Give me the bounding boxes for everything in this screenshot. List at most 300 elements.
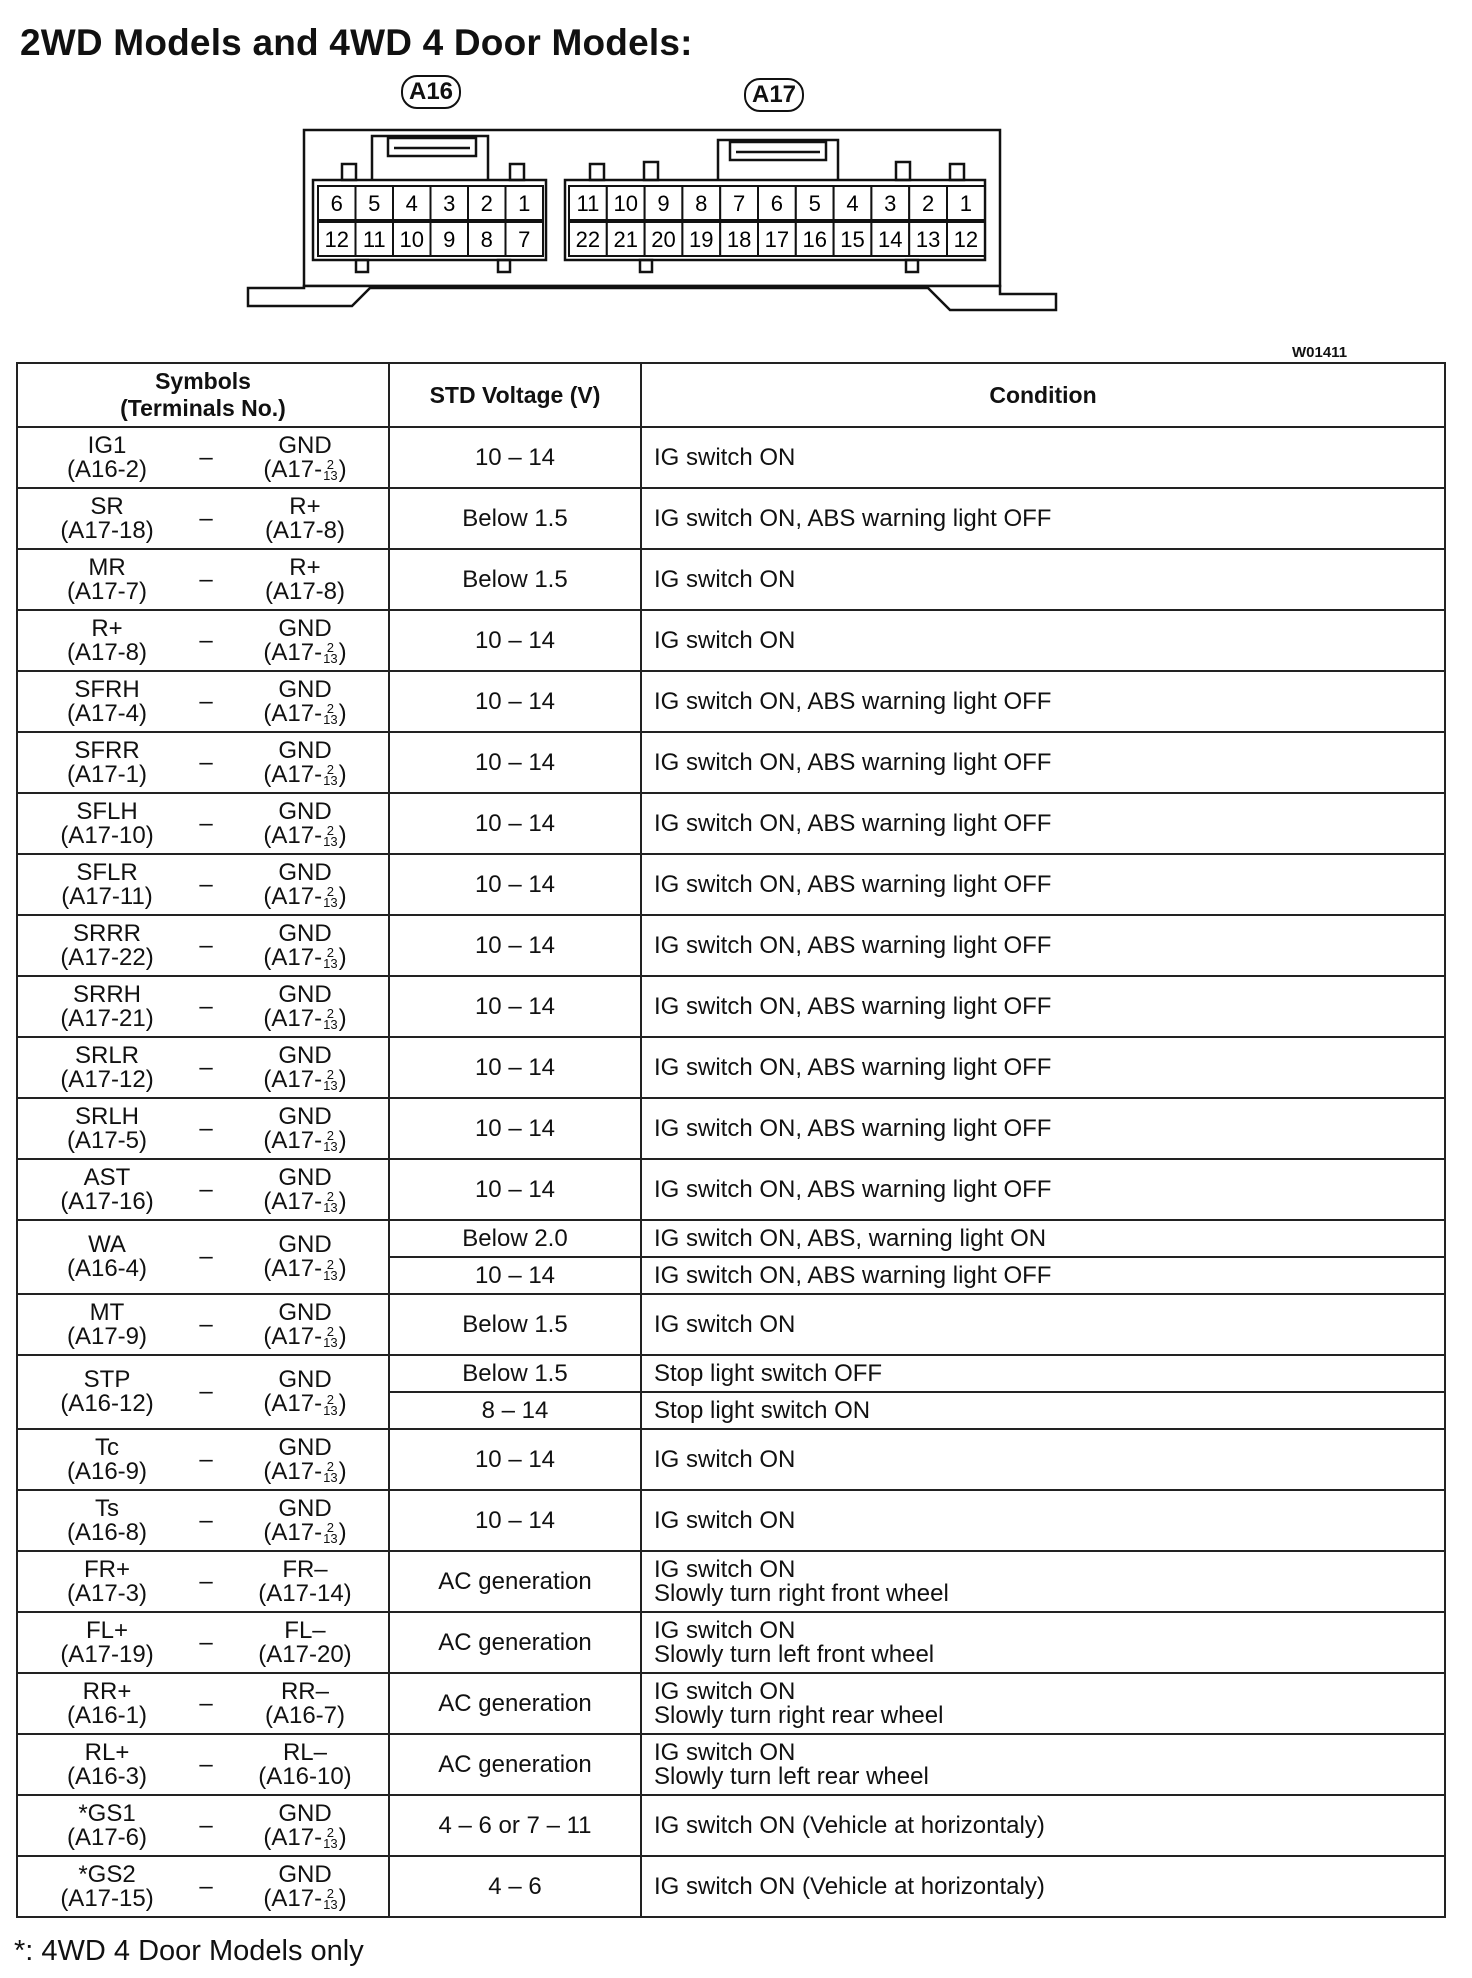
negative-side <box>250 736 360 789</box>
positive-terminal: (A17-6) <box>66 1823 148 1851</box>
positive-terminal: (A17-18) <box>60 516 154 544</box>
condition-cell <box>641 1098 1445 1159</box>
condition-cell <box>641 1673 1445 1734</box>
svg-text:4: 4 <box>846 191 859 216</box>
std-voltage-cell: 10 – 14 <box>389 427 641 488</box>
negative-terminal <box>250 760 360 789</box>
negative-side <box>250 980 360 1033</box>
negative-terminal: (A16-10) <box>258 1762 352 1790</box>
svg-text:5: 5 <box>368 191 381 216</box>
positive-symbol: WA <box>88 1231 126 1258</box>
std-voltage-cell: AC generation <box>389 1734 641 1795</box>
svg-text:5: 5 <box>808 191 821 216</box>
svg-text:3: 3 <box>443 191 456 216</box>
negative-terminal-close: ) <box>338 638 347 666</box>
positive-symbol: SRLH <box>74 1102 140 1130</box>
dash-separator: – <box>199 870 213 898</box>
negative-terminal-prefix: (A17- <box>263 1390 323 1417</box>
negative-side <box>250 431 360 484</box>
condition-line: IG switch ON <box>654 565 796 593</box>
negative-symbol: GND <box>278 797 332 825</box>
a16-pin-12 <box>318 222 356 256</box>
negative-terminal <box>250 1257 360 1281</box>
a17-pin-5 <box>796 186 834 220</box>
negative-terminal <box>250 1392 360 1416</box>
table-row <box>17 671 1445 732</box>
table-row <box>17 1159 1445 1220</box>
negative-terminal-prefix: (A17- <box>263 1255 323 1282</box>
svg-text:2: 2 <box>480 191 493 216</box>
condition-line: IG switch ON (Vehicle at horizontaly) <box>654 1811 1045 1839</box>
negative-terminal <box>250 1823 360 1852</box>
positive-side <box>52 736 162 788</box>
condition-cell <box>641 1856 1445 1917</box>
negative-terminal-prefix: (A17- <box>263 760 323 788</box>
figure-reference: W01411 <box>1292 344 1348 361</box>
negative-terminal-prefix: (A17- <box>263 821 323 849</box>
negative-side <box>250 1368 360 1416</box>
positive-terminal: (A16-8) <box>66 1518 148 1546</box>
negative-terminal-close: ) <box>338 882 347 910</box>
table-row <box>17 1490 1445 1551</box>
header-condition: Condition <box>641 363 1445 427</box>
positive-side <box>52 1233 162 1281</box>
std-voltage-cell: 4 – 6 <box>389 1856 641 1917</box>
positive-symbol: Ts <box>95 1494 119 1522</box>
terminal-fraction-bottom: 13 <box>323 1139 338 1155</box>
terminal-fraction-top: 2 <box>326 823 334 839</box>
condition-line: IG switch ON, ABS warning light OFF <box>654 931 1052 959</box>
positive-symbol: SRRR <box>72 919 141 947</box>
terminal-fraction-bottom: 13 <box>323 1470 338 1486</box>
positive-symbol: RR+ <box>82 1677 132 1705</box>
condition-line: Slowly turn left front wheel <box>654 1640 935 1668</box>
positive-side <box>52 1298 162 1350</box>
negative-side <box>250 1298 360 1351</box>
condition-cell <box>641 1734 1445 1795</box>
dash-separator: – <box>199 1689 213 1717</box>
header-symbols-line1: Symbols <box>155 368 251 394</box>
terminal-fraction-bottom: 13 <box>323 1531 338 1547</box>
terminal-fraction-bottom: 13 <box>323 956 338 972</box>
terminal-fraction-top: 2 <box>326 1324 334 1340</box>
terminal-fraction-top: 2 <box>326 945 334 961</box>
terminal-fraction-bottom: 13 <box>323 834 338 850</box>
negative-symbol: GND <box>278 1041 332 1069</box>
negative-terminal <box>250 1457 360 1486</box>
a17-pin-16 <box>796 222 834 256</box>
negative-side <box>250 492 360 544</box>
positive-symbol: RL+ <box>84 1738 130 1766</box>
positive-terminal: (A17-8) <box>66 638 148 666</box>
negative-terminal <box>250 1065 360 1094</box>
negative-side <box>250 1494 360 1547</box>
positive-symbol: SFRH <box>74 675 140 703</box>
std-voltage-cell: 10 – 14 <box>389 1257 641 1294</box>
negative-terminal-prefix: (A17- <box>263 882 323 910</box>
connector-a17-label: A17 <box>744 78 804 112</box>
positive-side <box>52 431 162 483</box>
condition-cell <box>641 854 1445 915</box>
table-row <box>17 1429 1445 1490</box>
std-voltage-cell: 10 – 14 <box>389 915 641 976</box>
std-voltage-cell: Below 1.5 <box>389 488 641 549</box>
positive-side <box>52 492 162 544</box>
negative-terminal-prefix: (A17- <box>263 1884 323 1912</box>
positive-terminal: (A16-9) <box>66 1457 148 1485</box>
positive-side <box>52 614 162 666</box>
a17-pin-17 <box>758 222 796 256</box>
condition-cell <box>641 610 1445 671</box>
negative-terminal-prefix: (A17- <box>263 699 323 727</box>
negative-terminal-close: ) <box>338 1187 347 1215</box>
positive-side <box>52 858 162 910</box>
std-voltage-cell: 10 – 14 <box>389 1037 641 1098</box>
negative-terminal <box>250 821 360 850</box>
std-voltage-cell: 10 – 14 <box>389 1429 641 1490</box>
mounting-flange <box>248 286 1056 310</box>
negative-side <box>250 614 360 667</box>
negative-terminal <box>250 1004 360 1033</box>
terminal-fraction-bottom: 13 <box>323 773 338 789</box>
negative-symbol: GND <box>278 1102 332 1130</box>
a17-pin-12 <box>947 222 985 256</box>
positive-terminal: (A17-7) <box>66 577 148 605</box>
terminal-fraction-bottom: 13 <box>323 1335 338 1351</box>
negative-terminal-close: ) <box>338 699 347 727</box>
negative-symbol: GND <box>278 1163 332 1191</box>
negative-symbol: GND <box>278 858 332 886</box>
positive-symbol: FL+ <box>85 1616 129 1644</box>
terminal-fraction-bottom: 13 <box>323 1267 338 1283</box>
negative-terminal-close: ) <box>338 760 347 788</box>
negative-symbol: GND <box>278 919 332 947</box>
dash-separator: – <box>199 1811 213 1839</box>
negative-terminal: (A17-20) <box>258 1640 352 1668</box>
dash-separator: – <box>199 1750 213 1778</box>
terminal-fraction-top: 2 <box>326 1886 334 1902</box>
condition-line: IG switch ON (Vehicle at horizontaly) <box>654 1872 1045 1900</box>
a16-pin-10 <box>393 222 431 256</box>
dash-separator: – <box>199 1628 213 1656</box>
dash-separator: – <box>199 1114 213 1142</box>
negative-symbol: RR– <box>280 1677 329 1705</box>
terminal-fraction-top: 2 <box>326 1825 334 1841</box>
condition-line: IG switch ON <box>654 626 796 654</box>
symbols-cell <box>17 1551 389 1612</box>
table-row <box>17 1612 1445 1673</box>
symbols-cell <box>17 1294 389 1355</box>
negative-symbol: GND <box>278 1433 332 1461</box>
negative-terminal-close: ) <box>338 1884 347 1912</box>
negative-symbol: GND <box>278 1799 332 1827</box>
table-row <box>17 610 1445 671</box>
voltage-spec-table <box>16 362 1446 1918</box>
condition-cell <box>641 1612 1445 1673</box>
symbols-cell <box>17 1037 389 1098</box>
condition-cell: IG switch ON, ABS warning light OFF <box>641 1257 1445 1294</box>
svg-text:6: 6 <box>330 191 343 216</box>
std-voltage-cell: Below 1.5 <box>389 1294 641 1355</box>
table-row <box>17 427 1445 488</box>
terminal-fraction-bottom: 13 <box>323 712 338 728</box>
terminal-fraction-bottom: 13 <box>323 1402 338 1418</box>
symbols-cell <box>17 671 389 732</box>
terminal-fraction-top: 2 <box>326 1256 334 1272</box>
negative-terminal <box>250 1884 360 1913</box>
condition-cell: Stop light switch OFF <box>641 1355 1445 1392</box>
svg-text:20: 20 <box>651 227 676 252</box>
a17-pin-4 <box>834 186 872 220</box>
positive-symbol: *GS2 <box>78 1860 136 1888</box>
negative-terminal-prefix: (A17- <box>263 1322 323 1350</box>
condition-line: IG switch ON, ABS warning light OFF <box>654 870 1052 898</box>
a16-pin-1 <box>506 186 544 220</box>
symbols-cell <box>17 427 389 488</box>
condition-cell <box>641 549 1445 610</box>
condition-cell: Stop light switch ON <box>641 1392 1445 1429</box>
negative-symbol: GND <box>278 614 332 642</box>
terminal-fraction-bottom: 13 <box>323 468 338 484</box>
symbols-cell <box>17 1355 389 1429</box>
negative-terminal: (A17-14) <box>258 1579 352 1607</box>
positive-terminal: (A17-5) <box>66 1126 148 1154</box>
condition-line: IG switch ON, ABS warning light OFF <box>654 992 1052 1020</box>
negative-side <box>250 553 360 605</box>
negative-symbol: GND <box>278 431 332 459</box>
condition-cell <box>641 1795 1445 1856</box>
a17-pin-1 <box>947 186 985 220</box>
negative-side <box>250 919 360 972</box>
positive-symbol: SRLR <box>74 1041 140 1069</box>
a16-pin-5 <box>356 186 394 220</box>
positive-side <box>52 1616 162 1668</box>
table-row <box>17 1734 1445 1795</box>
positive-side <box>52 1163 162 1215</box>
svg-text:21: 21 <box>613 227 638 252</box>
symbols-cell <box>17 1856 389 1917</box>
condition-cell <box>641 1294 1445 1355</box>
dash-separator: – <box>199 1175 213 1203</box>
positive-side <box>52 1555 162 1607</box>
header-symbols <box>17 363 389 427</box>
positive-side <box>52 1738 162 1790</box>
negative-terminal-close: ) <box>338 455 347 483</box>
negative-side <box>250 675 360 728</box>
negative-symbol: GND <box>278 1231 332 1258</box>
terminal-fraction-top: 2 <box>326 1006 334 1022</box>
std-voltage-cell: AC generation <box>389 1673 641 1734</box>
symbols-cell <box>17 610 389 671</box>
positive-terminal: (A17-4) <box>66 699 148 727</box>
negative-side <box>250 1677 360 1729</box>
symbols-cell <box>17 854 389 915</box>
dash-separator: – <box>199 1506 213 1534</box>
condition-line: IG switch ON, ABS warning light OFF <box>654 809 1052 837</box>
condition-cell <box>641 732 1445 793</box>
condition-line: IG switch ON <box>654 1555 796 1583</box>
condition-line: IG switch ON <box>654 1310 796 1338</box>
svg-text:17: 17 <box>764 227 790 252</box>
symbols-cell <box>17 915 389 976</box>
condition-cell <box>641 1490 1445 1551</box>
negative-side <box>250 1555 360 1607</box>
symbols-cell <box>17 488 389 549</box>
negative-terminal-close: ) <box>338 1126 347 1154</box>
a17-pin-3 <box>871 186 909 220</box>
positive-side <box>52 1102 162 1154</box>
positive-symbol: AST <box>83 1163 131 1191</box>
dash-separator: – <box>199 687 213 715</box>
table-row <box>17 1355 1445 1392</box>
negative-symbol: GND <box>278 675 332 703</box>
terminal-fraction-top: 2 <box>326 1520 334 1536</box>
a17-pin-22 <box>569 222 607 256</box>
positive-terminal: (A16-3) <box>66 1762 148 1790</box>
condition-cell <box>641 915 1445 976</box>
negative-terminal <box>250 699 360 728</box>
positive-symbol: MR <box>88 553 126 581</box>
negative-terminal-close: ) <box>338 1322 347 1350</box>
negative-terminal-close: ) <box>338 943 347 971</box>
negative-side <box>250 1163 360 1216</box>
condition-line: IG switch ON, ABS warning light OFF <box>654 1175 1052 1203</box>
svg-text:9: 9 <box>443 227 456 252</box>
svg-text:13: 13 <box>915 227 941 252</box>
svg-text:8: 8 <box>480 227 493 252</box>
symbols-cell <box>17 1098 389 1159</box>
svg-text:3: 3 <box>884 191 897 216</box>
negative-symbol: GND <box>278 736 332 764</box>
positive-terminal: (A17-22) <box>60 943 154 971</box>
a17-pin-8 <box>682 186 720 220</box>
negative-terminal <box>250 1187 360 1216</box>
positive-side <box>52 980 162 1032</box>
symbols-cell <box>17 1429 389 1490</box>
svg-text:11: 11 <box>576 191 600 216</box>
negative-symbol: GND <box>278 980 332 1008</box>
positive-terminal: (A16-4) <box>66 1255 148 1282</box>
condition-cell <box>641 427 1445 488</box>
condition-cell <box>641 1551 1445 1612</box>
positive-symbol: SFRR <box>74 736 140 764</box>
dash-separator: – <box>199 1567 213 1595</box>
std-voltage-cell: 10 – 14 <box>389 610 641 671</box>
dash-separator: – <box>199 1243 213 1270</box>
positive-side <box>52 1041 162 1093</box>
dash-separator: – <box>199 1872 213 1900</box>
a17-pin-9 <box>645 186 683 220</box>
page-title: 2WD Models and 4WD 4 Door Models: <box>20 22 693 63</box>
table-row <box>17 549 1445 610</box>
positive-side <box>52 675 162 727</box>
negative-terminal <box>250 882 360 911</box>
condition-cell <box>641 793 1445 854</box>
terminal-fraction-top: 2 <box>326 1189 334 1205</box>
positive-terminal: (A16-12) <box>60 1390 154 1417</box>
condition-line: Slowly turn right front wheel <box>654 1579 949 1607</box>
connector-diagram <box>0 100 1472 320</box>
negative-side <box>250 1616 360 1668</box>
negative-side <box>250 1233 360 1281</box>
condition-cell <box>641 671 1445 732</box>
a16-pin-9 <box>431 222 469 256</box>
negative-symbol: GND <box>278 1298 332 1326</box>
terminal-fraction-bottom: 13 <box>323 1897 338 1913</box>
positive-symbol: SFLR <box>76 858 138 886</box>
terminal-fraction-bottom: 13 <box>323 1836 338 1852</box>
negative-terminal-close: ) <box>338 1065 347 1093</box>
terminal-fraction-top: 2 <box>326 1391 334 1407</box>
negative-terminal-prefix: (A17- <box>263 455 323 483</box>
condition-line: IG switch ON <box>654 1677 796 1705</box>
svg-text:14: 14 <box>878 227 903 252</box>
svg-text:7: 7 <box>732 191 746 216</box>
symbols-cell <box>17 1490 389 1551</box>
negative-terminal: (A16-7) <box>264 1701 345 1729</box>
std-voltage-cell: 8 – 14 <box>389 1392 641 1429</box>
a17-pin-grid <box>569 186 985 256</box>
negative-terminal-close: ) <box>338 821 347 849</box>
negative-symbol: GND <box>278 1494 332 1522</box>
std-voltage-cell: 10 – 14 <box>389 1159 641 1220</box>
positive-symbol: R+ <box>91 614 123 642</box>
positive-terminal: (A17-3) <box>66 1579 148 1607</box>
positive-side <box>52 553 162 605</box>
condition-line: IG switch ON <box>654 1445 796 1473</box>
connector-a16-label: A16 <box>401 75 461 109</box>
negative-side <box>250 1738 360 1790</box>
std-voltage-cell: Below 1.5 <box>389 1355 641 1392</box>
table-row <box>17 915 1445 976</box>
positive-side <box>52 797 162 849</box>
positive-symbol: SFLH <box>76 797 138 825</box>
a17-pin-14 <box>871 222 909 256</box>
negative-terminal: (A17-8) <box>264 516 345 544</box>
negative-terminal-close: ) <box>338 1823 347 1851</box>
svg-text:12: 12 <box>324 227 349 252</box>
std-voltage-cell: 10 – 14 <box>389 854 641 915</box>
table-row <box>17 1795 1445 1856</box>
svg-text:4: 4 <box>405 191 418 216</box>
negative-terminal-close: ) <box>338 1390 347 1417</box>
svg-text:9: 9 <box>657 191 670 216</box>
negative-side <box>250 1102 360 1155</box>
negative-symbol: GND <box>278 1860 332 1888</box>
negative-terminal <box>250 1126 360 1155</box>
a17-pin-2 <box>909 186 947 220</box>
terminal-fraction-bottom: 13 <box>323 1200 338 1216</box>
symbols-cell <box>17 1159 389 1220</box>
negative-terminal-close: ) <box>338 1255 347 1282</box>
positive-side <box>52 1494 162 1546</box>
condition-line: IG switch ON, ABS warning light OFF <box>654 1114 1052 1142</box>
positive-terminal: (A17-12) <box>60 1065 154 1093</box>
negative-terminal <box>250 1518 360 1547</box>
positive-symbol: SRRH <box>72 980 141 1008</box>
symbols-cell <box>17 1220 389 1294</box>
negative-terminal-prefix: (A17- <box>263 1518 323 1546</box>
std-voltage-cell: 10 – 14 <box>389 976 641 1037</box>
a16-pin-7 <box>506 222 544 256</box>
a17-pin-21 <box>607 222 645 256</box>
negative-terminal-prefix: (A17- <box>263 1187 323 1215</box>
condition-line: IG switch ON, ABS warning light OFF <box>654 504 1052 532</box>
negative-terminal-prefix: (A17- <box>263 1823 323 1851</box>
table-body <box>17 427 1445 1917</box>
table-row <box>17 976 1445 1037</box>
svg-text:18: 18 <box>726 227 752 252</box>
